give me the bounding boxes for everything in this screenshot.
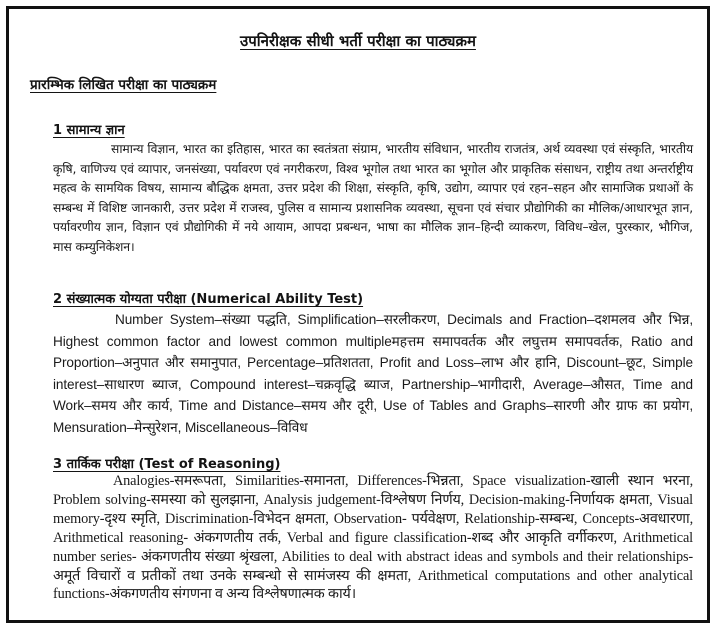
- page-title-text: उपनिरीक्षक सीधी भर्ती परीक्षा का पाठ्यक्रम: [240, 32, 476, 50]
- page-title: [9, 31, 707, 51]
- section-subtitle: प्रारम्भिक लिखित परीक्षा का पाठ्यक्रम: [30, 77, 217, 93]
- section-heading-general-knowledge: 1 सामान्य ज्ञान: [53, 123, 125, 138]
- section-body-reasoning: Analogies-समरूपता, Similarities-समानता, Differences-भिन्नता, Space visualization-खाली स्थान भरना, Problem solving-समस्या को सुलझाना, Analysis judgement-विश्लेषण निर्णय, Decision-making-निर्णायक क्षमता, Visual memory-दृश्य स्मृति, Discrimination-विभेदन क्षमता, Observation- पर्यवेक्षण, Relationship-सम्बन्ध, Concepts-अवधारणा, Arithmetical reasoning- अंकगणतीय तर्क, Verbal and figure classification-शब्द और आकृति वर्गीकरण, Arithmetical number series- अंकगणतीय संख्या श्रृंखला, Abilities to deal with abstract ideas and symbols and their relationships-अमूर्त विचारों व प्रतीकों तथा उनके सम्बन्धो से सामंजस्य की क्षमता, Arithmetical computations and other analytical functions-अंकगणतीय संगणना व अन्य विश्लेषणात्मक कार्य।: [53, 473, 693, 603]
- section-heading-numerical-ability: 2 संख्यात्मक योग्यता परीक्षा (Numerical Ability Test): [53, 292, 364, 307]
- section-heading-reasoning: 3 तार्किक परीक्षा (Test of Reasoning): [53, 457, 281, 472]
- section-body-numerical-ability: Number System–संख्या पद्धति, Simplification–सरलीकरण, Decimals and Fraction–दशमलव और भिन्न, Highest common factor and lowest common multipleमहत्तम समापवर्तक और लघुत्तम समापवर्तक, Ratio and Proportion–अनुपात और समानुपात, Percentage–प्रतिशतता, Profit and Loss–लाभ और हानि, Discount–छूट, Simple interest–साधारण ब्याज, Compound interest–चक्रवृद्धि ब्याज, Partnership–भागीदारी, Average–औसत, Time and Work–समय और कार्य, Time and Distance–समय और दूरी, Use of Tables and Graphs–सारणी और ग्राफ का प्रयोग, Mensuration–मेन्सुरेशन, Miscellaneous–विविध: [53, 312, 693, 435]
- syllabus-page: [6, 6, 710, 623]
- section-body-general-knowledge: सामान्य विज्ञान, भारत का इतिहास, भारत का स्वतंत्रता संग्राम, भारतीय संविधान, भारतीय राजतंत्र, अर्थ व्यवस्था एवं संस्कृति, भारतीय कृषि, वाणिज्य एवं व्यापार, जनसंख्या, पर्यावरण एवं नगरीकरण, विश्व भूगोल तथा भारत का भूगोल और प्राकृतिक संसाधन, राष्ट्रीय तथा अन्तर्राष्ट्रीय महत्व के सामयिक विषय, सामान्य बौद्धिक क्षमता, उत्तर प्रदेश की शिक्षा, संस्कृति, कृषि, उद्योग, व्यापार एवं रहन–सहन और सामाजिक प्रथाओं के सम्बन्ध में विशिष्ट जानकारी, उत्तर प्रदेश में राजस्व, पुलिस व सामान्य प्रशासनिक व्यवस्था, सूचना एवं संचार प्रौद्योगिकी का मौलिक/आधारभूत ज्ञान, पर्यावरणीय ज्ञान, विज्ञान एवं प्रौद्योगिकी में नये आयाम, आपदा प्रबन्धन, भाषा का मौलिक ज्ञान–हिन्दी व्याकरण, विविध–खेल, पुरस्कार, भौगिज, मास कम्युनिकेशन।: [53, 142, 693, 254]
